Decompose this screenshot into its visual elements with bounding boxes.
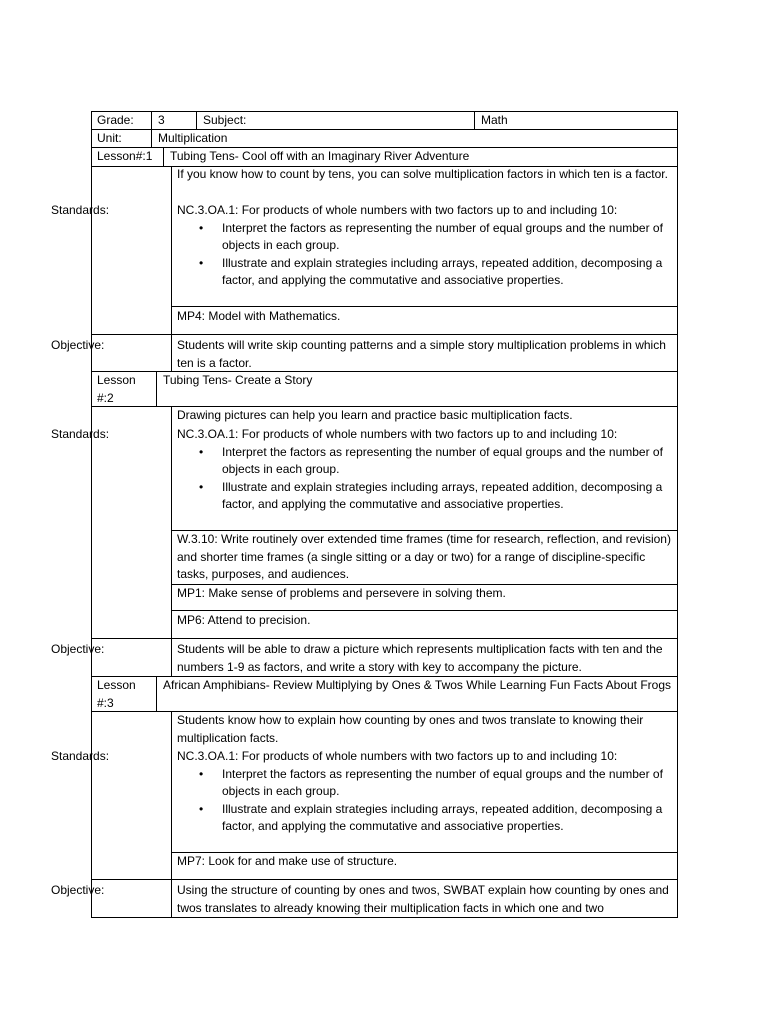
lesson3-number: Lesson #:3 xyxy=(97,678,136,710)
lesson1-standard-bullets xyxy=(177,220,672,290)
unit-label: Unit: xyxy=(97,131,122,145)
subject-label: Subject: xyxy=(203,113,247,127)
lesson2-standard-main: NC.3.OA.1: For products of whole numbers with two factors up to and including 10: xyxy=(177,427,618,441)
table-divider xyxy=(171,166,172,371)
table-border-right xyxy=(677,111,678,918)
lesson2-writing-standard: W.3.10: Write routinely over extended time frames (time for research, reflection, and revision) and shorter time frames (a single sitting or a day or two) for a range of discipline-specific tasks, purposes, and audiences. xyxy=(177,532,671,581)
table-rule xyxy=(171,306,678,307)
lesson1-math-practice: MP4: Model with Mathematics. xyxy=(177,309,341,323)
lesson3-essential-question: Students know how to explain how counting by ones and twos translate to knowing their multiplication facts. xyxy=(177,713,644,745)
lesson1-objective-label: Objective: xyxy=(51,338,105,352)
lesson3-standards-label: Standards: xyxy=(51,749,110,763)
lesson1-standards xyxy=(177,202,672,290)
lesson2-objective-label: Objective: xyxy=(51,642,105,656)
lesson1-title: Tubing Tens- Cool off with an Imaginary River Adventure xyxy=(170,149,470,163)
table-rule xyxy=(91,638,678,639)
lesson3-math-practice: MP7: Look for and make use of structure. xyxy=(177,854,398,868)
lesson1-essential-question: If you know how to count by tens, you can solve multiplication factors in which ten is a factor. xyxy=(177,167,668,181)
table-divider xyxy=(156,676,157,711)
lesson2-objective: Students will be able to draw a picture which represents multiplication facts with ten and the numbers 1-9 as factors, and write a story with key to accompany the picture. xyxy=(177,642,663,674)
list-item: • Illustrate and explain strategies including arrays, repeated addition, decomposing a factor, and applying the commutative and associative properties. xyxy=(177,479,672,514)
table-border-left xyxy=(91,111,92,918)
lesson3-standard-bullets xyxy=(177,766,672,836)
table-divider xyxy=(156,371,157,406)
list-item: • Illustrate and explain strategies including arrays, repeated addition, decomposing a factor, and applying the commutative and associative properties. xyxy=(177,801,672,836)
lesson3-standards xyxy=(177,748,672,836)
lesson2-math-practice-6: MP6: Attend to precision. xyxy=(177,613,311,627)
table-divider xyxy=(163,147,164,166)
list-item: • Interpret the factors as representing the number of equal groups and the number of objects in each group. xyxy=(177,220,672,255)
unit-value: Multiplication xyxy=(158,131,228,145)
lesson1-standard-main: NC.3.OA.1: For products of whole numbers with two factors up to and including 10: xyxy=(177,203,618,217)
lesson2-standards-label: Standards: xyxy=(51,427,110,441)
table-rule xyxy=(91,879,678,880)
table-divider xyxy=(171,711,172,918)
table-divider xyxy=(171,406,172,676)
table-divider xyxy=(151,111,152,147)
lesson3-objective-label: Objective: xyxy=(51,883,105,897)
table-divider xyxy=(196,111,197,129)
lesson2-number: Lesson #:2 xyxy=(97,373,136,405)
grade-value: 3 xyxy=(158,113,165,127)
lesson2-standard-bullets xyxy=(177,444,672,514)
table-rule xyxy=(91,111,678,112)
grade-label: Grade: xyxy=(97,113,134,127)
table-rule xyxy=(91,917,678,918)
table-divider xyxy=(474,111,475,129)
lesson2-math-practice-1: MP1: Make sense of problems and persevere in solving them. xyxy=(177,586,506,600)
lesson2-title: Tubing Tens- Create a Story xyxy=(163,373,313,387)
lesson2-standards xyxy=(177,426,672,514)
lesson3-title: African Amphibians- Review Multiplying by Ones & Twos While Learning Fun Facts About Frogs xyxy=(163,678,672,692)
list-item: • Interpret the factors as representing the number of equal groups and the number of objects in each group. xyxy=(177,444,672,479)
lesson3-objective: Using the structure of counting by ones and twos, SWBAT explain how counting by ones and twos translates to already knowing their multiplication facts in which one and two xyxy=(177,883,669,915)
lesson3-standard-main: NC.3.OA.1: For products of whole numbers with two factors up to and including 10: xyxy=(177,749,618,763)
lesson2-essential-question: Drawing pictures can help you learn and practice basic multiplication facts. xyxy=(177,408,573,422)
lesson1-number: Lesson#:1 xyxy=(97,149,153,163)
list-item: • Interpret the factors as representing the number of equal groups and the number of objects in each group. xyxy=(177,766,672,801)
subject-value: Math xyxy=(481,113,508,127)
table-rule xyxy=(91,334,678,335)
lesson1-standards-label: Standards: xyxy=(51,203,110,217)
lesson1-objective: Students will write skip counting patterns and a simple story multiplication problems in which ten is a factor. xyxy=(177,338,666,370)
list-item: • Illustrate and explain strategies including arrays, repeated addition, decomposing a factor, and applying the commutative and associative properties. xyxy=(177,255,672,290)
table-rule xyxy=(171,610,678,611)
